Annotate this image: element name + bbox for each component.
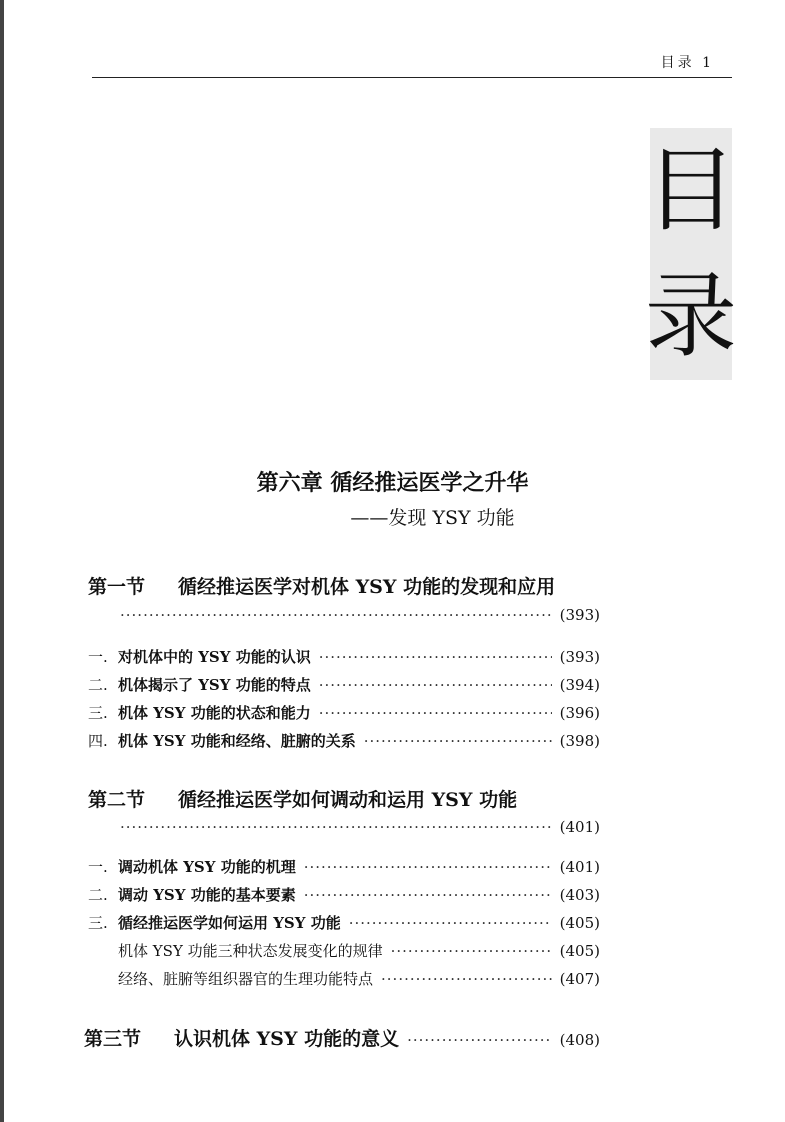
leader-dots — [381, 970, 552, 988]
item-mark: 四. — [88, 732, 108, 750]
leader-dots — [407, 1031, 552, 1049]
item-label: 机体 YSY 功能三种状态发展变化的规律 — [118, 942, 383, 960]
leader-dots — [319, 676, 552, 694]
item-label: 调动 YSY 功能的基本要素 — [118, 886, 296, 904]
chapter-heading — [0, 466, 785, 530]
page-edge — [0, 0, 4, 1122]
item-label: 机体 YSY 功能的状态和能力 — [118, 704, 311, 722]
leader-dots — [120, 818, 552, 836]
toc-entry[interactable] — [88, 856, 600, 877]
leader-dots — [364, 732, 552, 750]
toc-entry[interactable] — [112, 818, 600, 836]
leader-dots — [391, 942, 552, 960]
item-mark: 二. — [88, 886, 108, 904]
page-number: (407) — [559, 970, 600, 988]
toc-entry[interactable] — [88, 674, 600, 695]
running-header — [92, 52, 732, 80]
toc-entry[interactable] — [88, 912, 600, 933]
item-mark: 一. — [88, 648, 108, 666]
section-2-heading — [88, 785, 517, 812]
section-title: 认识机体 YSY 功能的意义 — [174, 1028, 400, 1050]
toc-entry[interactable] — [88, 646, 600, 667]
item-label: 对机体中的 YSY 功能的认识 — [118, 648, 311, 666]
leader-dots — [319, 704, 552, 722]
leader-dots — [120, 606, 552, 624]
leader-dots — [304, 886, 552, 904]
toc-entry[interactable] — [118, 968, 600, 989]
item-label: 机体 YSY 功能和经络、脏腑的关系 — [118, 732, 356, 750]
page-number: (396) — [559, 704, 600, 722]
leader-dots — [319, 648, 552, 666]
page-number: (401) — [559, 858, 600, 876]
item-label: 机体揭示了 YSY 功能的特点 — [118, 676, 311, 694]
header-rule — [92, 77, 732, 78]
item-label: 调动机体 YSY 功能的机理 — [118, 858, 296, 876]
page-number: (405) — [559, 942, 600, 960]
item-mark: 一. — [88, 858, 108, 876]
page-number: (405) — [559, 914, 600, 932]
contents-title-block — [645, 128, 738, 380]
page-number: (401) — [559, 818, 600, 836]
item-mark: 二. — [88, 676, 108, 694]
section-number: 第二节 — [88, 789, 146, 811]
item-label: 经络、脏腑等组织器官的生理功能特点 — [118, 970, 374, 988]
item-label: 循经推运医学如何运用 YSY 功能 — [118, 914, 341, 932]
section-title: 循经推运医学如何调动和运用 YSY 功能 — [178, 789, 518, 811]
section-number: 第三节 — [84, 1028, 142, 1050]
page-number: (408) — [559, 1031, 600, 1049]
toc-entry[interactable] — [88, 884, 600, 905]
chapter-title: 第六章 循经推运医学之升华 — [256, 470, 529, 496]
title-char-2: 录 — [645, 263, 738, 370]
section-3-heading[interactable] — [84, 1024, 600, 1051]
page-number: (403) — [559, 886, 600, 904]
title-char-1: 目 — [645, 137, 738, 244]
page-number: (398) — [559, 732, 600, 750]
section-title: 循经推运医学对机体 YSY 功能的发现和应用 — [178, 576, 556, 598]
page-number: (393) — [559, 648, 600, 666]
page-number: (394) — [559, 676, 600, 694]
section-number: 第一节 — [88, 576, 146, 598]
toc-entry[interactable] — [88, 730, 600, 751]
header-text: 目录 1 — [660, 55, 714, 71]
leader-dots — [349, 914, 552, 932]
toc-entry[interactable] — [88, 702, 600, 723]
item-mark: 三. — [88, 704, 108, 722]
chapter-subtitle: ——发现 YSY 功能 — [350, 507, 515, 529]
toc-entry[interactable] — [112, 606, 600, 624]
item-mark: 三. — [88, 914, 108, 932]
leader-dots — [304, 858, 552, 876]
page-number: (393) — [559, 606, 600, 624]
section-1-heading — [88, 572, 555, 599]
toc-entry[interactable] — [118, 940, 600, 961]
